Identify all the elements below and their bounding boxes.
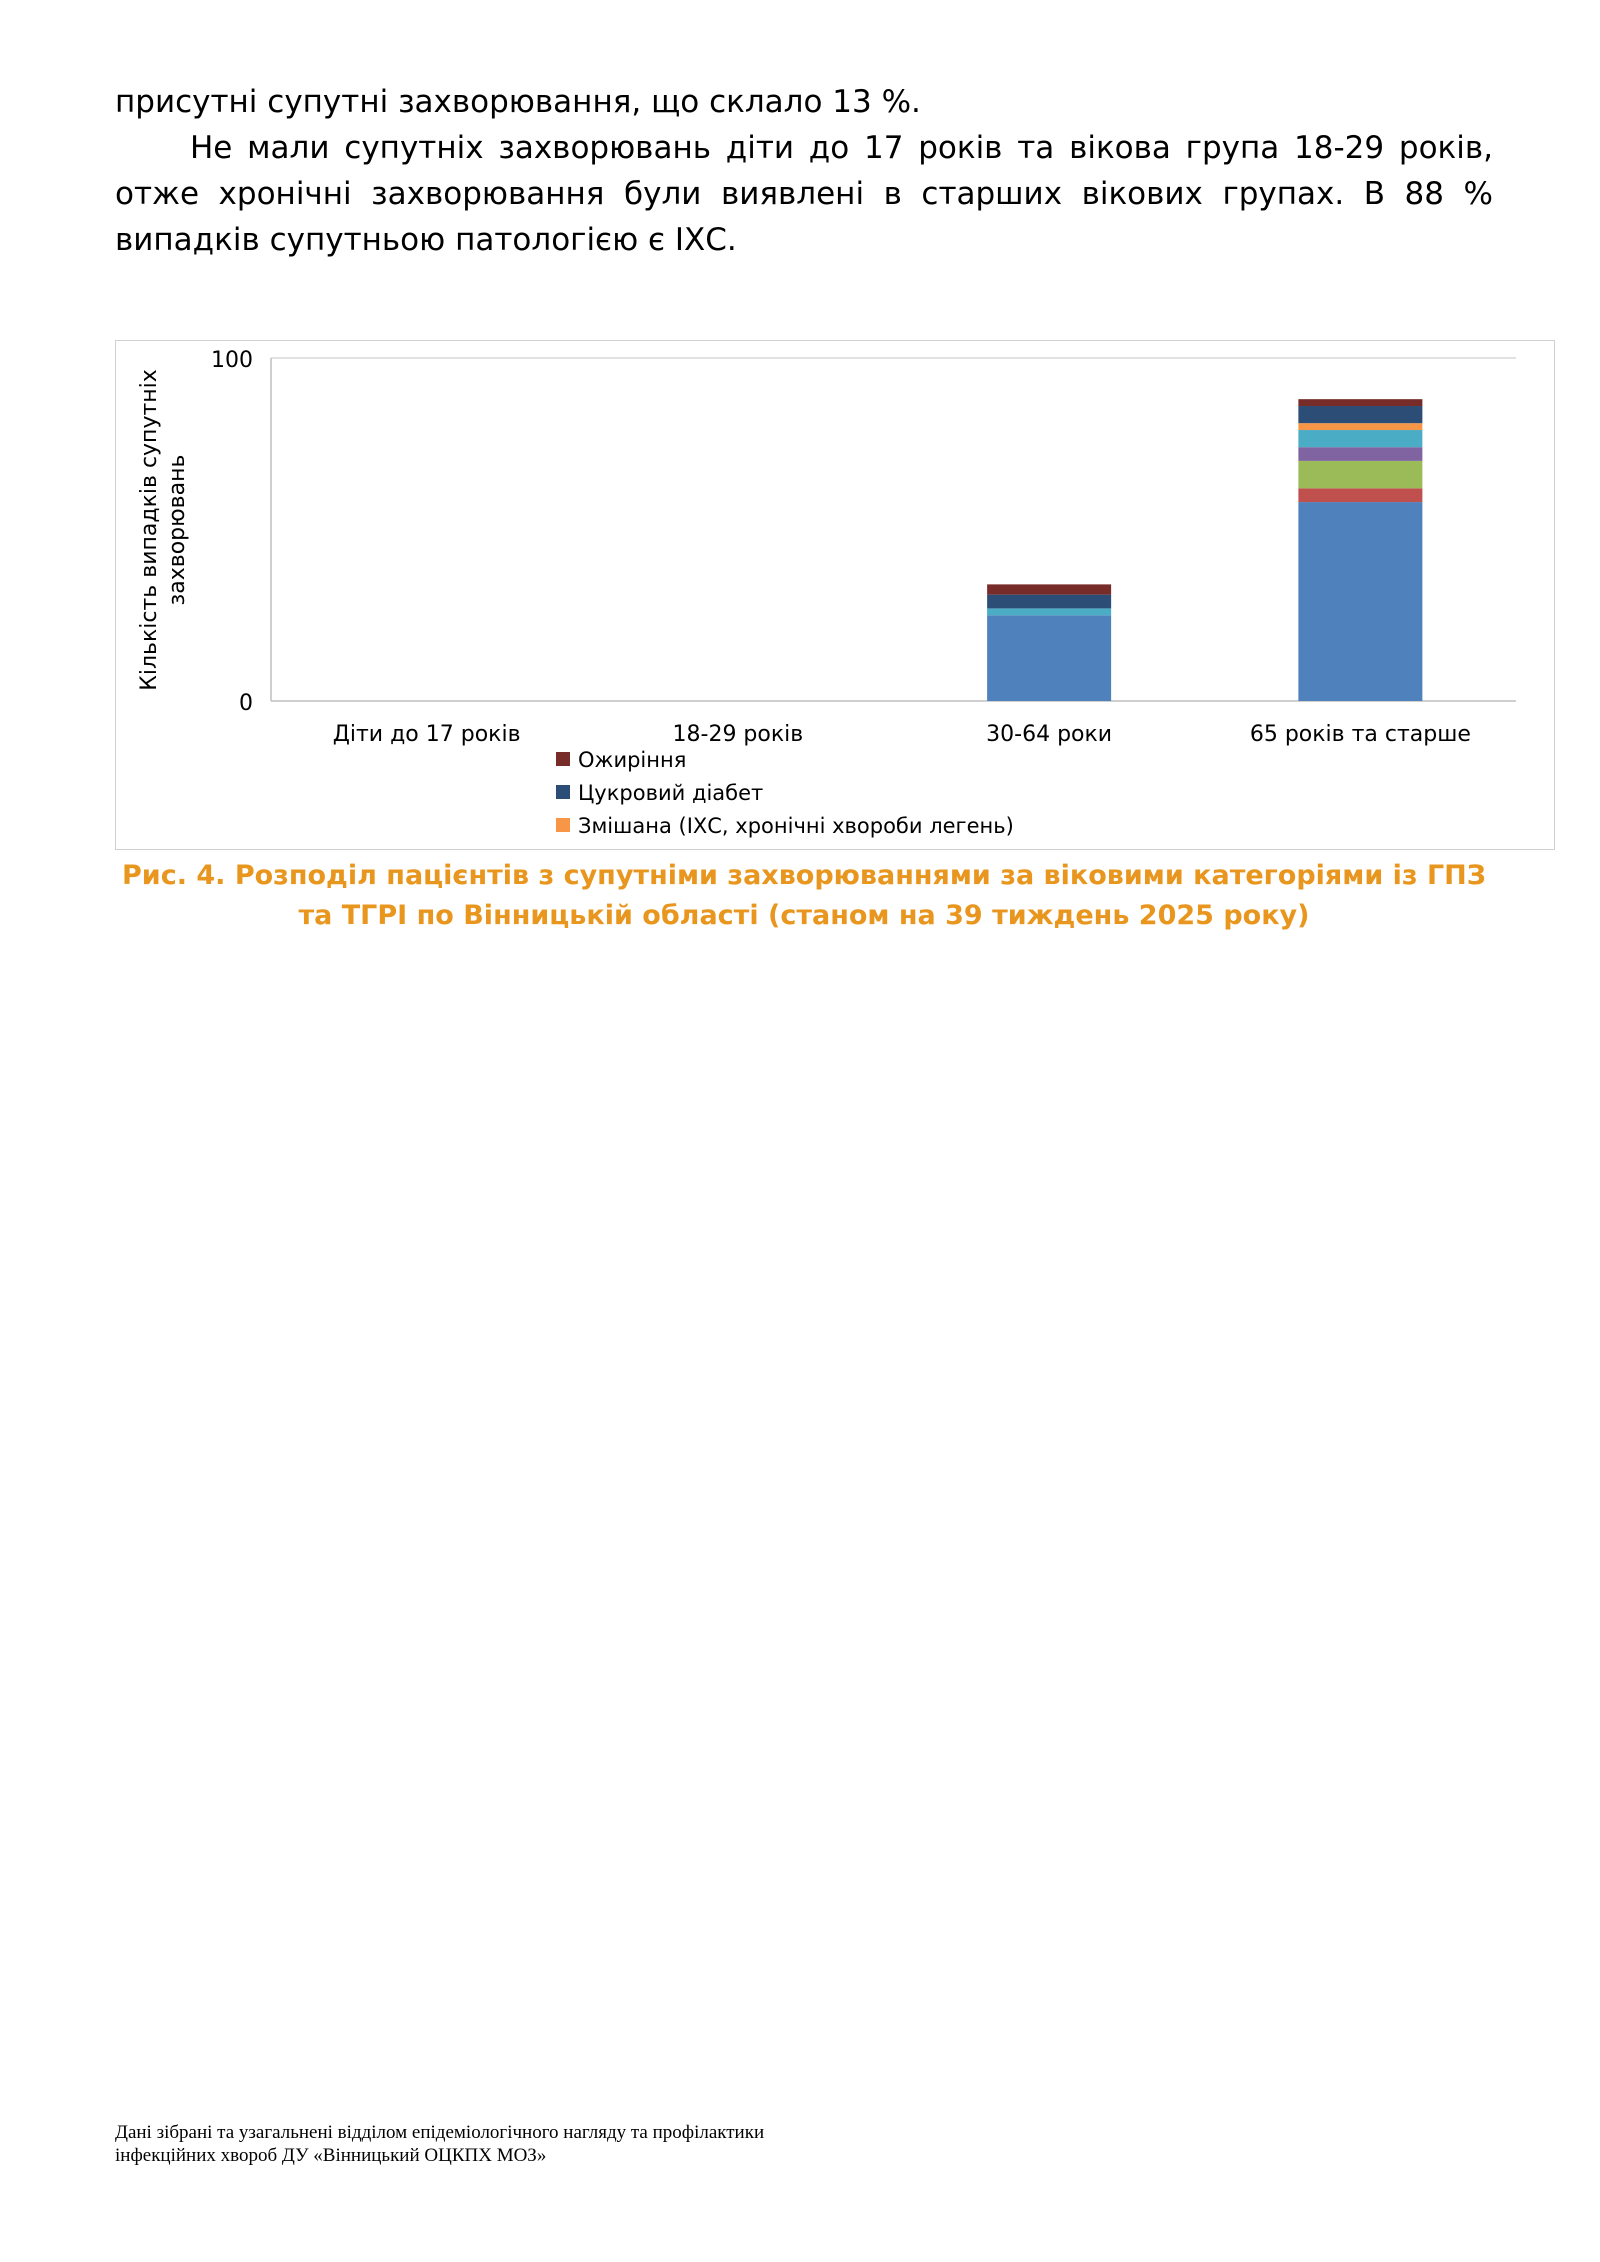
bar-segment (987, 608, 1111, 615)
x-tick-label: 30-64 роки (986, 722, 1113, 747)
y-axis-label-line-2: захворювань (165, 454, 190, 606)
stacked-bar-chart (116, 341, 1556, 851)
bar-segment (1298, 502, 1422, 701)
y-axis-label (137, 369, 190, 691)
x-tick-label: 18-29 років (672, 722, 804, 747)
legend-label: Ожиріння (578, 748, 687, 772)
legend-swatch (556, 785, 570, 799)
bar-segment (987, 615, 1111, 701)
bar-segment (1298, 423, 1422, 430)
bar-segment (1298, 461, 1422, 488)
x-tick-label: Діти до 17 років (332, 722, 521, 747)
y-axis-label-line-1: Кількість випадків супутніх (137, 369, 162, 691)
legend-swatch (556, 752, 570, 766)
bar-segment (1298, 399, 1422, 406)
bar-segment (987, 584, 1111, 594)
bar-segment (1298, 430, 1422, 447)
bar-segment (1298, 406, 1422, 423)
legend-swatch (556, 818, 570, 832)
bar-segment (987, 595, 1111, 609)
paragraph-1: присутні супутні захворювання, що склало 13 %. (115, 84, 921, 120)
x-tick-label: 65 років та старше (1249, 722, 1471, 747)
footer-line-2: інфекційних хвороб ДУ «Вінницький ОЦКПХ МОЗ» (115, 2145, 547, 2166)
figure-caption: Рис. 4. Розподіл пацієнтів з супутніми захворюваннями за віковими категоріями із ГПЗ та ТГРІ по Вінницькій області (станом на 39 тиждень 2025 року) (122, 860, 1486, 931)
legend-label: Цукровий діабет (578, 781, 764, 805)
footer-line-1: Дані зібрані та узагальнені відділом епідеміологічного нагляду та профілактики (115, 2122, 765, 2143)
y-tick-label: 0 (239, 691, 253, 716)
legend-label: Змішана (ІХС, хронічні хвороби легень) (578, 814, 1014, 838)
footer-note (115, 2121, 764, 2167)
chart-frame (115, 340, 1555, 850)
bar-segment (1298, 488, 1422, 502)
bar-segment (1298, 447, 1422, 461)
paragraph-2: Не мали супутніх захворювань діти до 17 років та вікова група 18-29 років, отже хронічні захворювання були виявлені в старших вікових групах. В 88 % випадків супутньою патологією є ІХС. (115, 130, 1493, 258)
y-tick-label: 100 (211, 348, 253, 373)
